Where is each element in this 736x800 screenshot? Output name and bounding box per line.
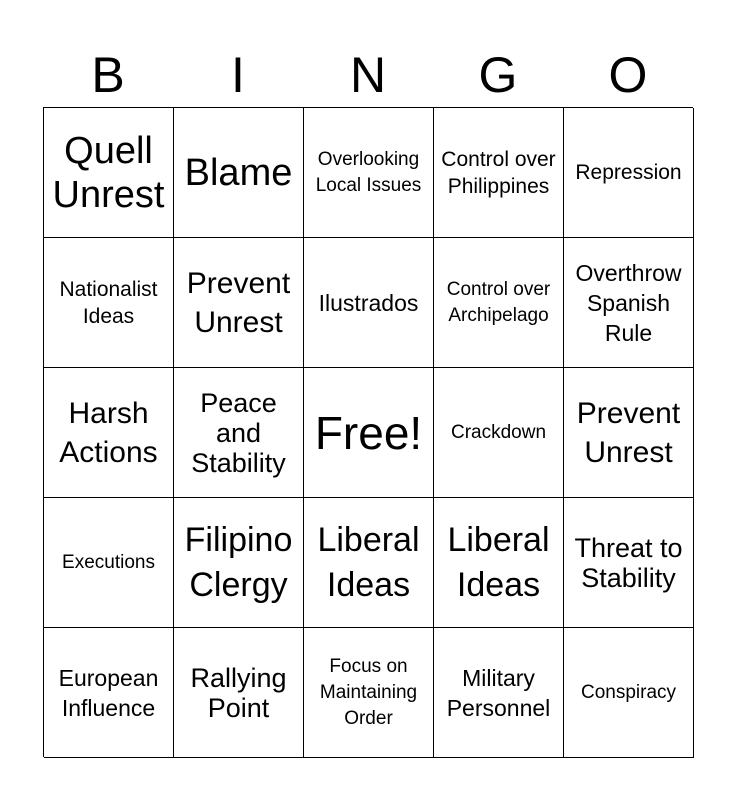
- bingo-cell-r4c3: [304, 498, 434, 628]
- bingo-cell-r5c3: [304, 628, 434, 758]
- header-letter-g: G: [478, 47, 518, 103]
- bingo-cell-r2c2: [174, 238, 304, 368]
- header-letter-n: N: [349, 47, 387, 103]
- bingo-board: [43, 107, 693, 757]
- bingo-cell-r2c4: [434, 238, 564, 368]
- bingo-cell-r1c3: [304, 108, 434, 238]
- cell-text: Repression: [575, 161, 682, 184]
- bingo-cell-r5c2: [174, 628, 304, 758]
- cell-text: Threat to Stability: [574, 532, 683, 593]
- cell-text: Rallying Point: [190, 662, 287, 723]
- bingo-cell-r3c5: [564, 368, 694, 498]
- cell-text: Nationalist Ideas: [59, 277, 158, 328]
- bingo-cell-r1c2: [174, 108, 304, 238]
- bingo-cell-r3c2: [174, 368, 304, 498]
- bingo-cell-r2c1: [44, 238, 174, 368]
- bingo-cell-free: [304, 368, 434, 498]
- cell-text: Crackdown: [450, 421, 547, 443]
- bingo-cell-r1c4: [434, 108, 564, 238]
- header-letter-i: I: [231, 47, 245, 103]
- cell-text: European Influence: [58, 664, 159, 721]
- header-letter-b: B: [91, 47, 125, 103]
- bingo-cell-r5c1: [44, 628, 174, 758]
- cell-text: Executions: [62, 551, 155, 573]
- cell-text: Military Personnel: [446, 664, 551, 721]
- cell-text: Conspiracy: [580, 681, 677, 703]
- cell-text: Overlooking Local Issues: [315, 148, 422, 196]
- bingo-cell-r4c4: [434, 498, 564, 628]
- bingo-cell-r4c5: [564, 498, 694, 628]
- bingo-cell-r1c5: [564, 108, 694, 238]
- bingo-cell-r5c5: [564, 628, 694, 758]
- bingo-cell-r2c5: [564, 238, 694, 368]
- cell-text: Prevent Unrest: [186, 266, 291, 339]
- cell-text: Prevent Unrest: [576, 396, 681, 469]
- cell-text: Ilustrados: [318, 289, 419, 316]
- bingo-cell-r3c4: [434, 368, 564, 498]
- cell-text: Overthrow Spanish Rule: [575, 259, 682, 346]
- cell-text: Peace and Stability: [191, 387, 286, 478]
- bingo-cell-r4c1: [44, 498, 174, 628]
- header-letter-o: O: [608, 47, 648, 103]
- cell-text: Control over Archipelago: [446, 278, 551, 326]
- free-space-text: Free!: [314, 406, 423, 459]
- bingo-cell-r3c1: [44, 368, 174, 498]
- cell-text: Control over Philippines: [441, 147, 556, 198]
- bingo-cell-r2c3: [304, 238, 434, 368]
- cell-text: Focus on Maintaining Order: [319, 655, 418, 729]
- cell-text: Filipino Clergy: [184, 520, 293, 604]
- bingo-cell-r1c1: [44, 108, 174, 238]
- cell-text: Quell Unrest: [52, 129, 165, 216]
- cell-text: Liberal Ideas: [317, 520, 420, 604]
- cell-text: Blame: [184, 151, 293, 194]
- cell-text: Liberal Ideas: [447, 520, 550, 604]
- bingo-header: [43, 42, 693, 108]
- cell-text: Harsh Actions: [59, 396, 158, 469]
- bingo-cell-r4c2: [174, 498, 304, 628]
- bingo-cell-r5c4: [434, 628, 564, 758]
